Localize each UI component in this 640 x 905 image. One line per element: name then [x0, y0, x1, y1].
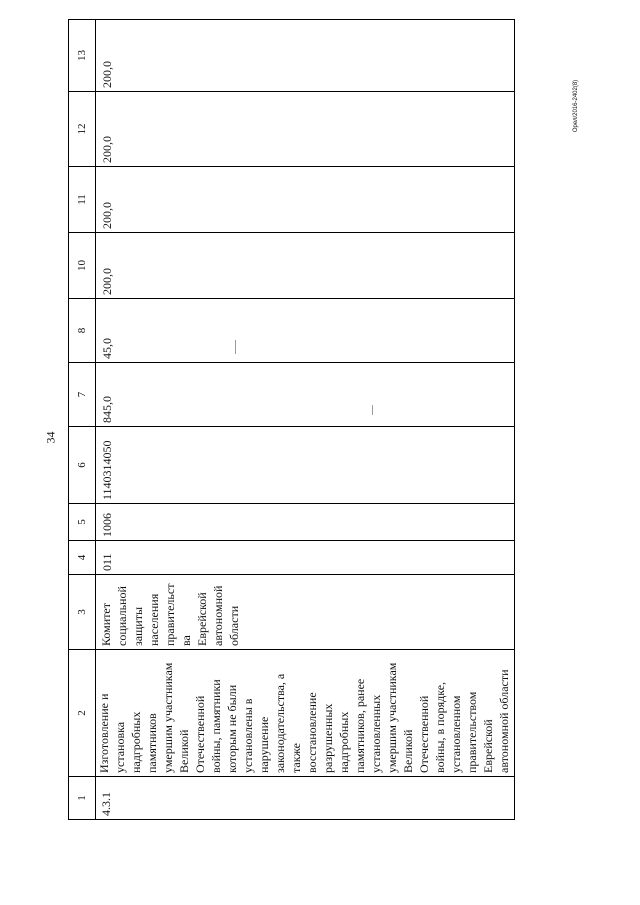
document-code: Орел/2016-2402(8) — [573, 79, 580, 133]
header-col-13: 13 — [69, 20, 96, 92]
cell-col10 — [96, 233, 515, 299]
cell-col12 — [96, 92, 515, 167]
row-col12: 200,0 — [100, 136, 114, 163]
header-col-10: 10 — [69, 233, 96, 299]
header-col-7: 7 — [69, 363, 96, 427]
cell-col8 — [96, 299, 515, 363]
header-col-3: 3 — [69, 575, 96, 650]
row-col6: 1140314050 — [100, 440, 114, 500]
rotated-table — [68, 20, 511, 820]
page-number: 34 — [43, 431, 58, 444]
header-col-4: 4 — [69, 541, 96, 575]
cell-col11 — [96, 167, 515, 233]
row-col7: 845,0 — [100, 396, 114, 423]
header-col-11: 11 — [69, 167, 96, 233]
scan-mark — [235, 340, 236, 354]
budget-table — [68, 19, 515, 820]
cell-executor — [96, 575, 515, 650]
cell-col6 — [96, 427, 515, 504]
cell-col7 — [96, 363, 515, 427]
row-code: 4.3.1 — [99, 792, 113, 816]
header-col-2: 2 — [69, 650, 96, 777]
row-col8: 45,0 — [100, 338, 114, 359]
row-executor: Комитет социальной защиты населения правительст ва Еврейской автономной области — [99, 583, 241, 646]
cell-code — [96, 777, 515, 820]
row-col10: 200,0 — [100, 268, 114, 295]
row-col5: 1006 — [100, 513, 114, 537]
cell-col5 — [96, 504, 515, 541]
header-col-5: 5 — [69, 504, 96, 541]
row-col11: 200,0 — [100, 202, 114, 229]
header-col-1: 1 — [69, 777, 96, 820]
header-row — [69, 20, 96, 820]
header-col-8: 8 — [69, 299, 96, 363]
header-col-6: 6 — [69, 427, 96, 504]
cell-col13 — [96, 20, 515, 92]
cell-description — [96, 650, 515, 777]
cell-col4 — [96, 541, 515, 575]
header-col-12: 12 — [69, 92, 96, 167]
row-col4: 011 — [100, 553, 114, 571]
row-description: Изготовление и установка надгробных памятников умершим участникам Великой Отечественной войны, памятники которым не были установлены в нарушение законодательства, а также восстановление разрушенных надгробных памятников, ранее установленных умершим участникам Великой Отечественной войны, в порядке, установленном правительством Еврейской автономной области — [97, 662, 511, 773]
scan-mark — [372, 405, 373, 415]
row-col13: 200,0 — [100, 61, 114, 88]
table-container — [68, 20, 511, 820]
table-row — [96, 20, 515, 820]
